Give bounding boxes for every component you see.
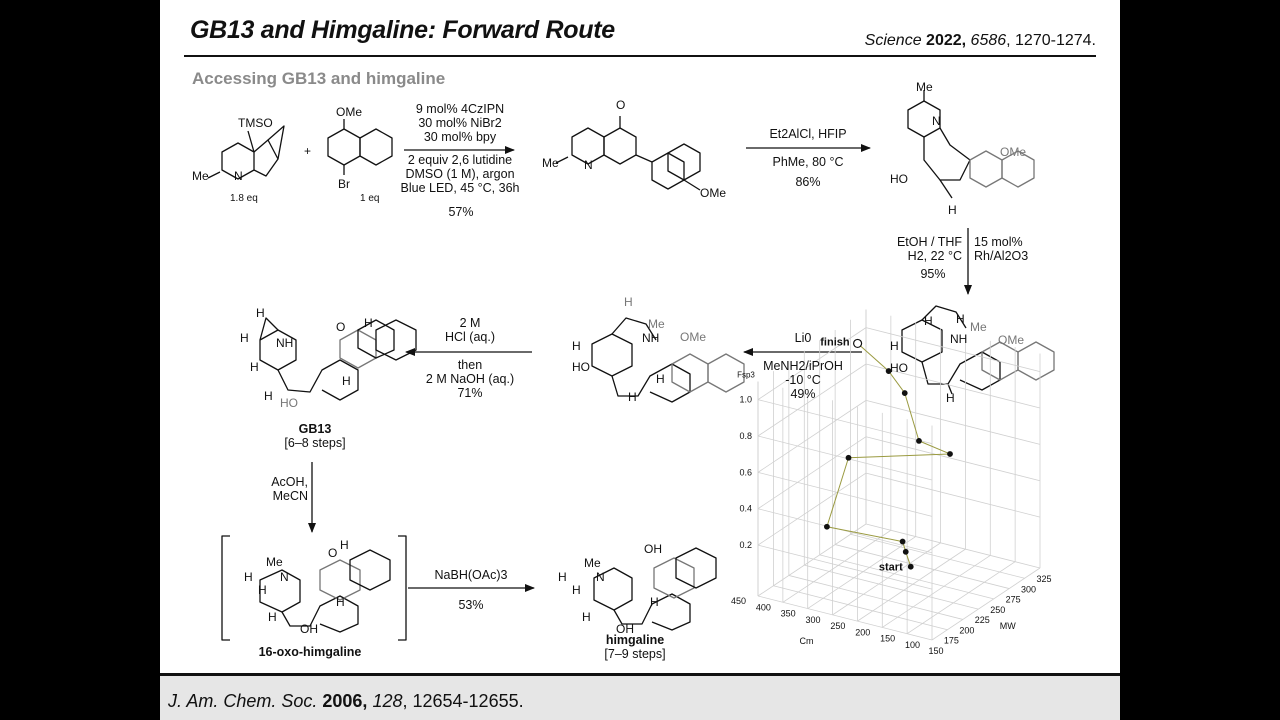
step3-line2b: Rh/Al2O3 — [974, 249, 1029, 263]
label-n-sm: N — [234, 169, 243, 183]
fsp3-tick-label: 0.4 — [739, 503, 752, 514]
step2-line1: Et2AlCl, HFIP — [769, 127, 847, 141]
citation-year: 2022, — [926, 32, 967, 49]
footer-volume: 128 — [372, 691, 403, 711]
step2-line2: PhMe, 80 °C — [772, 155, 844, 169]
slide — [160, 0, 1120, 720]
label-h-gb13b: H — [240, 331, 249, 345]
mw-tick-label: 300 — [1021, 584, 1037, 595]
fsp3-tick-label: 0.2 — [739, 540, 752, 551]
structure-bromo-tetralin — [328, 119, 392, 175]
label-h-p4d: H — [628, 390, 637, 404]
label-nh-p3: NH — [950, 332, 968, 346]
step6-conditions — [256, 475, 308, 503]
label-br: Br — [338, 177, 350, 191]
mw-tick-label: 275 — [1005, 594, 1021, 605]
section-subtitle: Accessing GB13 and himgaline — [192, 69, 446, 88]
cm-tick-label: 400 — [755, 602, 771, 613]
label-h-him-b: H — [572, 583, 581, 597]
step2-yield: 86% — [795, 175, 821, 189]
trajectory-point — [903, 549, 908, 554]
grid-floor-cm — [857, 549, 965, 621]
step6-line2: MeCN — [272, 489, 308, 503]
step1-line6: Blue LED, 45 °C, 36h — [400, 181, 520, 195]
label-h-p3c: H — [890, 339, 899, 353]
label-oh-him-a: OH — [644, 542, 662, 556]
mw-tick-label: 250 — [990, 604, 1006, 615]
grid-back-f — [758, 437, 866, 509]
footer-pages: , 12654-12655. — [402, 691, 524, 711]
trajectory-point — [846, 455, 851, 460]
step5-line3: then — [457, 358, 483, 372]
step1-yield: 57% — [448, 205, 474, 219]
steps-gb13: [6–8 steps] — [284, 436, 346, 450]
mw-tick-label: 225 — [974, 615, 990, 626]
label-me-sm: Me — [192, 169, 209, 183]
start-annotation: start — [878, 561, 903, 574]
axis-label-fsp3: Fsp3 — [737, 370, 755, 380]
grid-back-f — [758, 473, 866, 545]
footer-year: 2006, — [322, 691, 368, 711]
label-ome-p2: OMe — [1000, 145, 1027, 159]
label-h-him-c: H — [650, 595, 659, 609]
trajectory-point — [824, 524, 829, 529]
grid-floor-cm — [783, 530, 891, 602]
grid-left-f — [758, 400, 932, 444]
structure-cyclopropane-pyridine — [208, 126, 284, 179]
equiv-label-1: 1.8 eq — [230, 193, 258, 204]
step3-left — [876, 235, 962, 263]
cm-tick-label: 300 — [805, 614, 821, 625]
bracket-left — [222, 536, 230, 640]
label-h-p2: H — [948, 203, 957, 217]
step3-yield: 95% — [920, 267, 946, 281]
mw-tick-label: 150 — [928, 646, 944, 656]
label-h-him-a: H — [558, 570, 567, 584]
label-me-p3: Me — [970, 320, 987, 334]
grid-floor-mw — [851, 534, 1025, 578]
label-me-p2: Me — [916, 80, 933, 94]
trajectory-point — [947, 451, 952, 456]
label-h-oxo-a: H — [244, 570, 253, 584]
grid-floor-mw — [789, 575, 963, 619]
fsp3-tick-label: 1.0 — [739, 394, 752, 405]
cm-tick-label: 100 — [904, 640, 920, 650]
plus-sign: + — [304, 144, 312, 158]
grid-floor-mw — [835, 545, 1009, 589]
label-n-p2: N — [932, 114, 941, 128]
label-h-oxo-e: H — [268, 610, 277, 624]
cm-tick-label: 250 — [830, 621, 846, 632]
label-nh-gb13: NH — [276, 336, 294, 350]
finish-annotation: finish — [820, 336, 850, 349]
label-h-p3b: H — [956, 312, 965, 326]
label-h-oxo-b: H — [340, 538, 349, 552]
label-h-oxo-d: H — [336, 595, 345, 609]
label-me-him: Me — [584, 556, 601, 570]
step7-line1: NaBH(OAc)3 — [434, 568, 508, 582]
trajectory-point — [900, 539, 905, 544]
structure-himgaline — [594, 548, 716, 630]
label-nh-p4: NH — [642, 331, 660, 345]
cm-tick-label: 450 — [730, 596, 746, 606]
grid-side-f — [866, 437, 1040, 481]
step5-conditions — [410, 316, 530, 344]
axis-label-cm: Cm — [799, 635, 814, 646]
fsp3-tick-label: 0.8 — [739, 431, 752, 441]
mw-tick-label: 200 — [959, 625, 975, 636]
compound-name-oxo: 16-oxo-himgaline — [258, 645, 362, 659]
grid-back-f — [758, 400, 866, 472]
label-o-oxo: O — [328, 546, 338, 560]
citation-volume: 6586 — [970, 32, 1007, 49]
label-ome-sm: OMe — [336, 105, 363, 119]
label-h-p4c: H — [656, 372, 665, 386]
footer-journal: J. Am. Chem. Soc. — [168, 691, 318, 711]
step1-conditions-lower — [392, 153, 528, 195]
grid-floor-mw — [773, 586, 947, 630]
label-ome-p3: OMe — [998, 333, 1025, 347]
step3-right — [974, 235, 1044, 263]
footer-citation — [168, 691, 524, 712]
trajectory-segment — [827, 458, 849, 527]
step3-line1b: H2, 22 °C — [907, 249, 962, 263]
step5-line1: 2 M — [459, 316, 481, 330]
step4-yield: 49% — [790, 387, 816, 401]
label-h-him-d: H — [582, 610, 591, 624]
grid-left-f — [758, 436, 932, 480]
compound-name-himgaline: himgaline — [605, 633, 665, 647]
step1-line2: 30 mol% NiBr2 — [418, 116, 502, 130]
trajectory-point — [916, 438, 921, 443]
step1-line3: 30 mol% bpy — [423, 130, 497, 144]
grid-floor-cm — [932, 568, 1040, 640]
cm-tick-label: 200 — [855, 627, 871, 638]
label-ho-p3: HO — [890, 361, 908, 375]
label-tmso: TMSO — [238, 116, 273, 130]
structure-coupled-product — [556, 116, 700, 190]
grid-left-f — [758, 472, 932, 516]
mw-tick-label: 175 — [943, 635, 959, 646]
step5-yield: 71% — [457, 386, 483, 400]
reaction-scheme — [160, 0, 1120, 673]
label-h-gb13c: H — [364, 316, 373, 330]
slide-title: GB13 and Himgaline: Forward Route — [190, 16, 615, 44]
citation-journal: Science — [864, 32, 922, 49]
step3-line1a: EtOH / THF — [896, 235, 962, 249]
label-h-p4a: H — [624, 295, 633, 309]
label-oh-him-b: OH — [616, 622, 634, 636]
label-h-gb13a: H — [256, 306, 265, 320]
label-n-p1: N — [584, 158, 593, 172]
axis-label-mw: MW — [999, 620, 1016, 631]
label-h-gb13f: H — [264, 389, 273, 403]
grid-floor-cm — [758, 524, 866, 596]
step7-yield: 53% — [458, 598, 484, 612]
fsp3-tick-label: 0.6 — [739, 467, 752, 478]
label-h-gb13d: H — [250, 360, 259, 374]
step5-line4: 2 M NaOH (aq.) — [425, 372, 515, 386]
footer-citation-bar — [160, 673, 1120, 720]
label-n-oxo: N — [280, 570, 289, 584]
label-n-him: N — [596, 570, 605, 584]
label-h-gb13e: H — [342, 374, 351, 388]
step5-conditions-lower — [410, 358, 530, 400]
grid-floor-mw — [820, 555, 994, 599]
label-me-p4: Me — [648, 317, 665, 331]
cm-tick-label: 350 — [780, 608, 796, 619]
mw-tick-label: 325 — [1036, 574, 1052, 584]
step1-line1: 9 mol% 4CzIPN — [415, 102, 505, 116]
label-oh-oxo: OH — [300, 622, 318, 636]
label-ho-p4: HO — [572, 360, 590, 374]
equiv-label-2: 1 eq — [360, 193, 380, 204]
label-h-p4b: H — [572, 339, 581, 353]
label-me-p1: Me — [542, 156, 559, 170]
step4-line2: MeNH2/iPrOH — [763, 359, 843, 373]
trajectory-point — [902, 390, 907, 395]
label-h-p3d: H — [946, 391, 955, 405]
label-o-p1: O — [616, 98, 626, 112]
step1-line4: 2 equiv 2,6 lutidine — [407, 153, 513, 167]
grid-side-f — [866, 473, 1040, 517]
label-ome-p1: OMe — [700, 186, 727, 200]
step3-line2a: 15 mol% — [974, 235, 1023, 249]
structure-bridged-product — [908, 90, 1034, 198]
bracket-right — [398, 536, 406, 640]
step6-line1: AcOH, — [271, 475, 308, 489]
trajectory-point — [908, 564, 913, 569]
step4-line1: Li0 — [794, 331, 812, 345]
label-o-gb13: O — [336, 320, 346, 334]
citation-pages: , 1270-1274. — [1006, 32, 1096, 49]
label-ho-p2: HO — [890, 172, 908, 186]
label-h-p3a: H — [924, 314, 933, 328]
step1-line5: DMSO (1 M), argon — [405, 167, 515, 181]
trajectory-segment — [919, 441, 950, 454]
label-me-oxo: Me — [266, 555, 283, 569]
steps-himgaline: [7–9 steps] — [604, 647, 666, 661]
trajectory-segment — [849, 454, 950, 458]
structure-birch-product — [592, 318, 744, 402]
grid-floor-cm — [833, 543, 941, 615]
label-ome-p4: OMe — [680, 330, 707, 344]
step4-line3: -10 °C — [785, 373, 821, 387]
compound-name-gb13: GB13 — [298, 422, 332, 436]
grid-side-f — [866, 400, 1040, 444]
step5-line2: HCl (aq.) — [444, 330, 495, 344]
step1-conditions — [392, 102, 528, 144]
label-h-oxo-c: H — [258, 583, 267, 597]
cm-tick-label: 150 — [880, 633, 896, 644]
label-ho-gb13: HO — [280, 396, 298, 410]
